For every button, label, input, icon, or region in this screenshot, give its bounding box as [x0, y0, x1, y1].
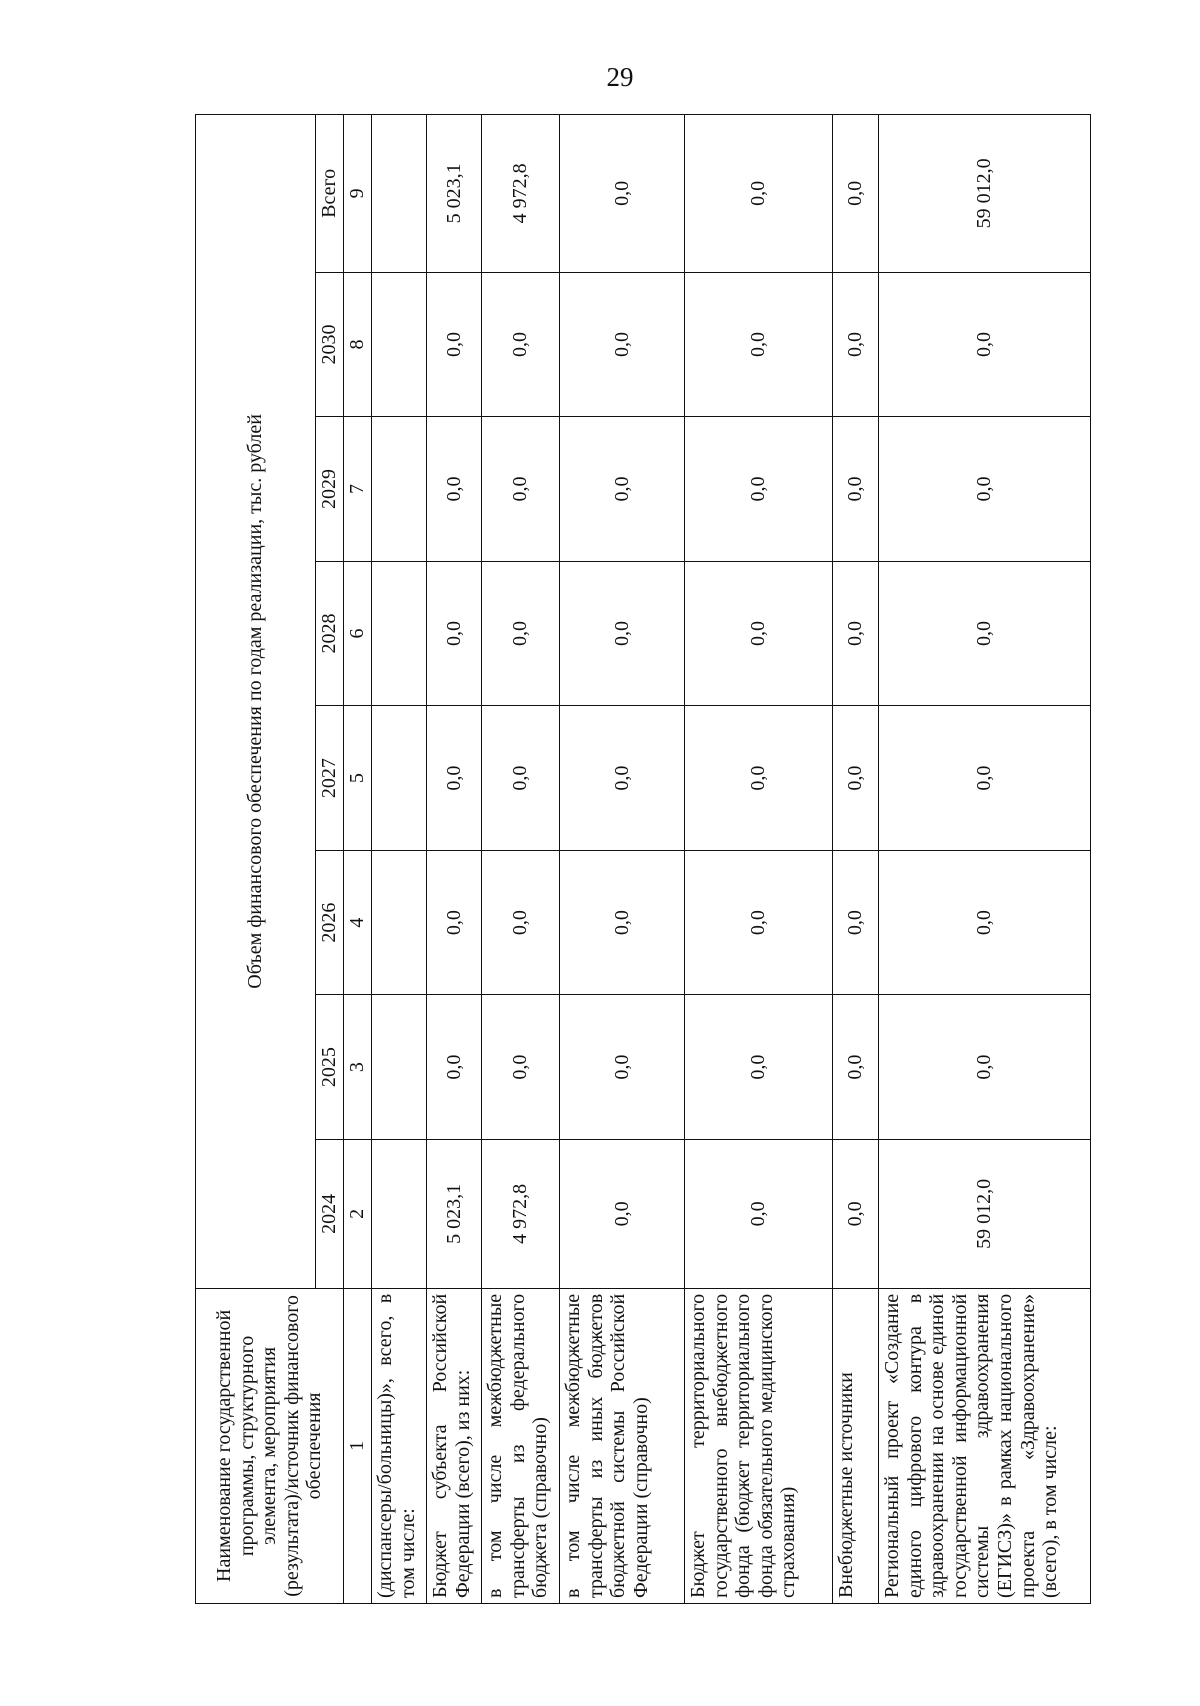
- cell-value: 0,0: [685, 850, 833, 995]
- cell-value: 0,0: [427, 417, 482, 562]
- cell-value: [372, 561, 427, 706]
- year-header: 2024: [316, 1139, 344, 1288]
- cell-value: 0,0: [833, 417, 879, 562]
- cell-value: 0,0: [685, 115, 833, 273]
- table-row: [372, 115, 427, 1604]
- cell-value: 0,0: [879, 561, 1091, 706]
- page-number: 29: [606, 62, 634, 92]
- cell-value: 5 023,1: [427, 115, 482, 273]
- table-row: [833, 115, 879, 1604]
- cell-value: 0,0: [560, 561, 685, 706]
- row-name: в том числе межбюджетные трансферты из федерального бюджета (справочно): [482, 1288, 560, 1603]
- column-number: 5: [344, 706, 372, 851]
- cell-value: 4 972,8: [482, 1139, 560, 1288]
- cell-value: 0,0: [560, 417, 685, 562]
- cell-value: 0,0: [833, 561, 879, 706]
- volume-header: Объем финансового обеспечения по годам реализации, тыс. рублей: [196, 115, 316, 1289]
- total-header: Всего: [316, 115, 344, 273]
- cell-value: 0,0: [685, 272, 833, 417]
- cell-value: 0,0: [560, 706, 685, 851]
- cell-value: 0,0: [427, 561, 482, 706]
- column-number: 8: [344, 272, 372, 417]
- cell-value: 0,0: [685, 1139, 833, 1288]
- cell-value: 0,0: [879, 272, 1091, 417]
- cell-value: 0,0: [427, 850, 482, 995]
- year-header: 2026: [316, 850, 344, 995]
- rotated-table-container: [195, 114, 1062, 1604]
- cell-value: 0,0: [560, 115, 685, 273]
- cell-value: 5 023,1: [427, 1139, 482, 1288]
- cell-value: 0,0: [833, 995, 879, 1140]
- table-row: [560, 115, 685, 1604]
- year-header: 2027: [316, 706, 344, 851]
- cell-value: [372, 850, 427, 995]
- cell-value: 0,0: [482, 417, 560, 562]
- cell-value: 0,0: [833, 272, 879, 417]
- column-number: 1: [344, 1288, 372, 1603]
- row-name: Внебюджетные источники: [833, 1288, 879, 1603]
- column-number: 6: [344, 561, 372, 706]
- year-header: 2030: [316, 272, 344, 417]
- cell-value: 4 972,8: [482, 115, 560, 273]
- row-name: Региональный проект «Создание единого цифрового контура в здравоохранении на основе единой государственной информационной системы здравоохранения (ЕГИСЗ)» в рамках национального проекта «Здравоохранение» (всего), в том числе:: [879, 1288, 1091, 1603]
- cell-value: 0,0: [879, 850, 1091, 995]
- column-number: 9: [344, 115, 372, 273]
- cell-value: 0,0: [685, 706, 833, 851]
- cell-value: 0,0: [560, 1139, 685, 1288]
- table-row: [879, 115, 1091, 1604]
- cell-value: 0,0: [685, 561, 833, 706]
- row-name: Бюджет территориального государственного внебюджетного фонда (бюджет территориального фонда обязательного медицинского страхования): [685, 1288, 833, 1603]
- cell-value: 0,0: [427, 706, 482, 851]
- cell-value: [372, 706, 427, 851]
- cell-value: 0,0: [833, 706, 879, 851]
- row-name: (диспансеры/больницы)», всего, в том числе:: [372, 1288, 427, 1603]
- cell-value: 0,0: [560, 850, 685, 995]
- cell-value: 0,0: [482, 995, 560, 1140]
- cell-value: 0,0: [685, 417, 833, 562]
- year-header: 2028: [316, 561, 344, 706]
- table-row: [427, 115, 482, 1604]
- table-row: [685, 115, 833, 1604]
- cell-value: 0,0: [482, 850, 560, 995]
- cell-value: 0,0: [482, 272, 560, 417]
- cell-value: [372, 995, 427, 1140]
- cell-value: [372, 1139, 427, 1288]
- cell-value: 0,0: [879, 706, 1091, 851]
- row-name: Бюджет субъекта Российской Федерации (всего), из них:: [427, 1288, 482, 1603]
- cell-value: 59 012,0: [879, 1139, 1091, 1288]
- year-header: 2029: [316, 417, 344, 562]
- cell-value: 59 012,0: [879, 115, 1091, 273]
- row-name: в том числе межбюджетные трансферты из иных бюджетов бюджетной системы Российской Федерации (справочно): [560, 1288, 685, 1603]
- column-numbers-row: [344, 115, 372, 1604]
- cell-value: 0,0: [833, 850, 879, 995]
- year-header: 2025: [316, 995, 344, 1140]
- cell-value: 0,0: [560, 995, 685, 1140]
- table-row: [482, 115, 560, 1604]
- cell-value: 0,0: [427, 272, 482, 417]
- cell-value: 0,0: [427, 995, 482, 1140]
- column-number: 4: [344, 850, 372, 995]
- cell-value: 0,0: [879, 995, 1091, 1140]
- cell-value: [372, 272, 427, 417]
- cell-value: 0,0: [482, 561, 560, 706]
- cell-value: 0,0: [685, 995, 833, 1140]
- cell-value: 0,0: [833, 115, 879, 273]
- column-number: 2: [344, 1139, 372, 1288]
- column-number: 3: [344, 995, 372, 1140]
- cell-value: 0,0: [560, 272, 685, 417]
- cell-value: [372, 115, 427, 273]
- cell-value: [372, 417, 427, 562]
- column-number: 7: [344, 417, 372, 562]
- financing-table: [195, 114, 1091, 1604]
- name-column-header: Наименование государственной программы, структурного элемента, мероприятия (результата)/источник финансового обеспечения: [196, 1288, 344, 1603]
- cell-value: 0,0: [482, 706, 560, 851]
- cell-value: 0,0: [879, 417, 1091, 562]
- cell-value: 0,0: [833, 1139, 879, 1288]
